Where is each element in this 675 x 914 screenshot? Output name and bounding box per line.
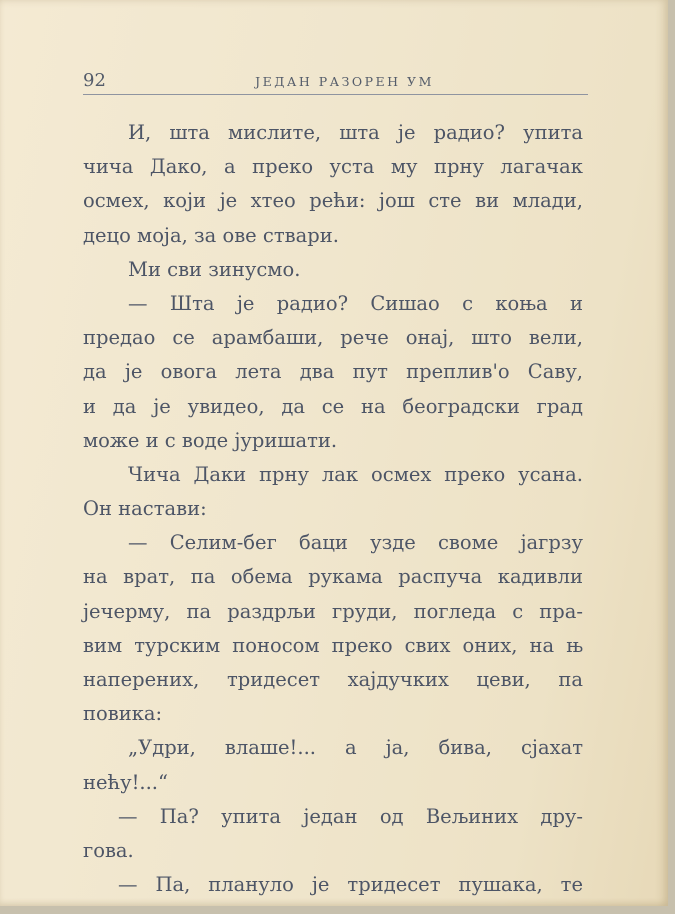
text-line: Ми сви зинусмо. — [128, 257, 301, 281]
text-line: на врат, па обема рукама распуча кадивли — [83, 565, 583, 589]
text-line: предао се арамбаши, рече онај, што вели, — [83, 326, 583, 350]
text-line: децо моја, за ове ствари. — [83, 223, 339, 247]
text-line: И, шта мислите, шта је радио? упита — [128, 121, 583, 144]
text-line: — Па, плануло је тридесет пушака, те — [118, 873, 583, 897]
text-line: — Шта је радио? Сишао с коња и — [128, 291, 583, 315]
running-title: ЈЕДАН РАЗОРЕН УМ — [255, 74, 434, 89]
page-number: 92 — [83, 70, 106, 91]
text-line: повика: — [83, 702, 163, 726]
text-line: — Селим-бег баци узде своме јагрзу — [128, 531, 583, 555]
text-line: осмех, који је хтео рећи: још сте ви млади, — [83, 189, 583, 213]
header-rule — [83, 94, 588, 95]
text-line: „Удри, влаше!... а ја, бива, сјахат — [128, 736, 583, 760]
text-line: наперених, тридесет хајдучких цеви, па — [83, 668, 583, 691]
text-line: нећу!...“ — [83, 770, 168, 794]
text-line: — Па? упита један од Вељиних дру- — [118, 804, 583, 828]
text-line: чича Дако, а преко уста му прну лагачак — [83, 155, 583, 179]
body-text — [83, 116, 583, 902]
page-header — [83, 69, 588, 97]
page-edge-right — [668, 0, 675, 914]
text-line: вим турским поносом преко свих оних, на њ — [83, 633, 583, 657]
page-edge-bottom — [0, 906, 675, 914]
text-line: Он настави: — [83, 497, 207, 521]
text-line: да је овога лета два пут преплив'о Саву, — [83, 360, 583, 384]
text-line: може и с воде јуришати. — [83, 428, 338, 452]
text-line: гова. — [83, 838, 134, 862]
text-line: и да је увидео, да се на београдски град — [83, 394, 583, 418]
text-line: Чича Даки прну лак осмех преко усана. — [128, 462, 583, 486]
text-line: јечерму, па раздрљи груди, погледа с пра- — [83, 599, 583, 623]
